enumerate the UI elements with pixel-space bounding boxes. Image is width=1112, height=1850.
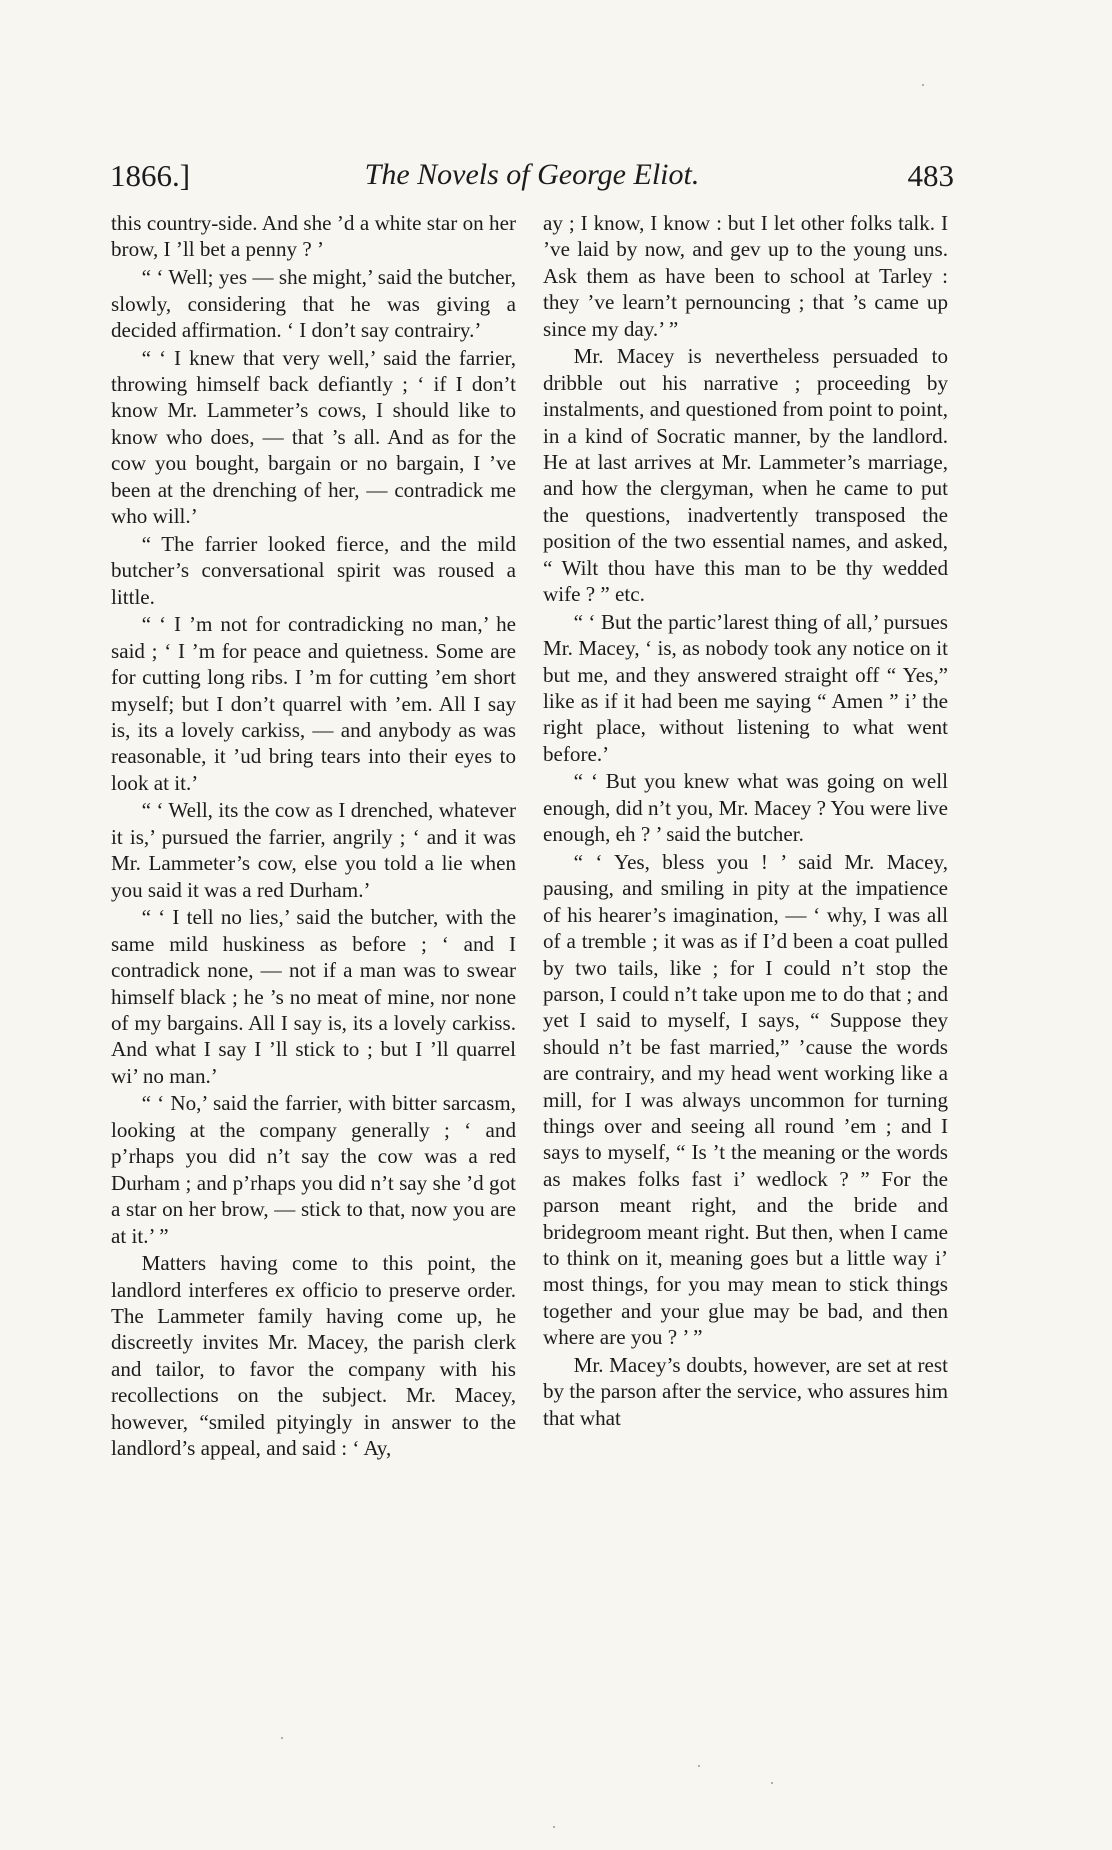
speck [771,1782,773,1784]
paragraph: “ ‘ No,’ said the farrier, with bitter sarcasm, looking at the company generally ; ‘ and p’rhaps you did n’t say the cow was a red Durham ; and p’rhaps you did n’t say she ’d got a star on her brow, — stick to that, now you are at it.’ ” [111,1091,516,1248]
paragraph: “ ‘ Yes, bless you ! ’ said Mr. Macey, pausing, and smiling in pity at the impatience of his hearer’s imagination, — ‘ why, I was all of a tremble ; it was as if I’d been a coat pulled by two tails, like ; for I could n’t stop the parson, I could n’t take upon me to do that ; and yet I said to myself, I says, “ Suppose they should n’t be fast married,” ’cause the words are contrairy, and my head went working like a mill, for I was always uncommon for turning things over and seeing all round ’em ; and I says to myself, “ Is ’t the meaning or the words as makes folks fast i’ wedlock ? ” For the parson meant right, and the bride and bridegroom meant right. But then, when I came to think on it, meaning goes but a little way i’ most things, for you may mean to stick things together and your glue may be bad, and then where are you ? ’ ” [543,849,948,1350]
paragraph: “ ‘ But you knew what was going on well enough, did n’t you, Mr. Macey ? You were live enough, eh ? ’ said the butcher. [543,769,948,847]
paragraph: “ ‘ I tell no lies,’ said the butcher, with the same mild huskiness as before ; ‘ and I contradick none, — not if a man was to swear himself black ; he ’s no meat of mine, nor none of my bargains. All I say is, its a lovely carkiss. And what I say I ’ll stick to ; but I ’ll quarrel wi’ no man.’ [111,905,516,1088]
paragraph: Mr. Macey is nevertheless persuaded to dribble out his narrative ; proceeding by instalments, and questioned from point to point, in a kind of Socratic manner, by the landlord. He at last arrives at Mr. Lammeter’s marriage, and how the clergyman, when he came to put the questions, inadvertently transposed the position of the two essential names, and asked, “ Wilt thou have this man to be thy wedded wife ? ” etc. [543,344,948,606]
speck [281,1737,283,1739]
page-number: 483 [907,158,954,193]
paragraph: “ ‘ Well, its the cow as I drenched, whatever it is,’ pursued the farrier, angrily ; ‘ and it was Mr. Lammeter’s cow, else you told a lie when you said it was a red Durham.’ [111,798,516,902]
header-year: 1866.] [110,158,191,193]
paragraph: “ ‘ I ’m not for contradicking no man,’ he said ; ‘ I ’m for peace and quietness. Some are for cutting long ribs. I ’m for cutting ’em short myself; but I don’t quarrel with ’em. All I say is, its a lovely carkiss, — and anybody as was reasonable, it ’ud bring tears into their eyes to look at it.’ [111,612,516,795]
paragraph: this country-side. And she ’d a white star on her brow, I ’ll bet a penny ? ’ [111,211,516,262]
paragraph: “ ‘ But the partic’larest thing of all,’ pursues Mr. Macey, ‘ is, as nobody took any notice on it but me, and they answered straight off “ Yes,” like as if it had been me saying “ Amen ” i’ the right place, without listening to what went before.’ [543,609,948,766]
speck [698,1765,700,1767]
header-title: The Novels of George Eliot. [364,158,700,191]
paragraph: ay ; I know, I know : but I let other folks talk. I ’ve laid by now, and gev up to the young uns. Ask them as have been to school at Tarley : they ’ve learn’t pernouncing ; that ’s came up since my day.’ ” [543,211,948,341]
running-header [110,158,954,202]
paragraph: “ ‘ Well; yes — she might,’ said the butcher, slowly, considering that he was giving a decided affirmation. ‘ I don’t say contrairy.’ [111,265,516,342]
paragraph: “ The farrier looked fierce, and the mild butcher’s conversational spirit was roused a little. [111,531,516,609]
paragraph: Matters having come to this point, the landlord interferes ex officio to preserve order. The Lammeter family having come up, he discreetly invites Mr. Macey, the parish clerk and tailor, to favor the company with his recollections on the subject. Mr. Macey, however, “smiled pityingly in answer to the landlord’s appeal, and said : ‘ Ay, [111,1251,516,1461]
paragraph: Mr. Macey’s doubts, however, are set at rest by the parson after the service, who assures him that what [543,1352,948,1430]
paragraph: “ ‘ I knew that very well,’ said the farrier, throwing himself back defiantly ; ‘ if I don’t know Mr. Lammeter’s cows, I should like to know who does, — that ’s all. And as for the cow you bought, bargain or no bargain, I ’ve been at the drenching of her, — contradick me who will.’ [111,345,516,529]
speck [922,84,924,86]
speck [553,1826,555,1828]
right-column [543,210,948,1432]
left-column [111,210,516,1463]
